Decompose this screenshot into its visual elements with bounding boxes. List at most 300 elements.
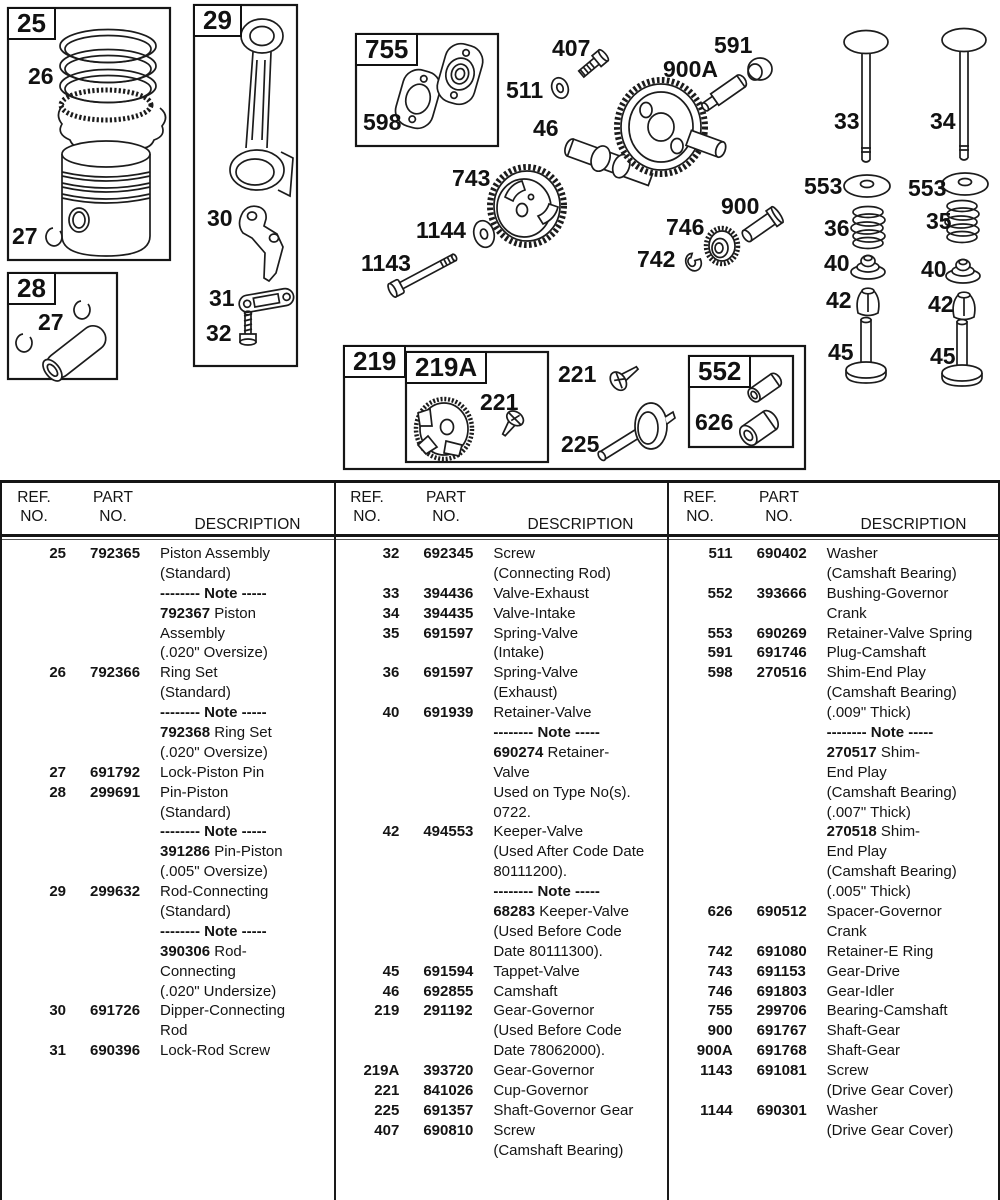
part-row-line	[335, 1141, 668, 1161]
part-row-line	[335, 683, 668, 703]
ref-no: 755	[707, 1002, 733, 1020]
diagram-label-28: 28	[7, 272, 56, 305]
part-row-line	[2, 902, 335, 922]
part-no	[66, 1021, 160, 1041]
part-row-line	[2, 663, 335, 683]
part-no-header: PART NO.	[93, 489, 133, 525]
part-row-line	[669, 942, 1000, 962]
part-row-line	[669, 564, 1000, 584]
diagram-label-746: 746	[666, 214, 705, 240]
description-line: -------- Note -----	[160, 584, 267, 602]
part-no	[399, 842, 493, 862]
description-line: Rod	[160, 1022, 188, 1040]
description-line: 792367 Piston	[160, 604, 256, 622]
part-row-line	[2, 564, 335, 584]
part-row-line	[335, 1061, 668, 1081]
part-no	[733, 703, 827, 723]
part-row-line	[669, 1101, 1000, 1121]
ref-no: 25	[49, 545, 66, 562]
diagram-label-221-outer: 221	[558, 361, 597, 387]
description-line: 270517 Shim-	[826, 743, 921, 761]
diagram-label-225: 225	[561, 431, 600, 457]
part-no: 691726	[90, 1002, 141, 1020]
part-row-line	[335, 1041, 668, 1061]
description-line: (.009" Thick)	[826, 704, 911, 722]
part-no	[399, 1041, 493, 1061]
part-row-line	[335, 1121, 668, 1141]
part-row-line	[2, 803, 335, 823]
part-no	[733, 822, 827, 842]
part-no	[399, 882, 493, 902]
diagram-label-591: 591	[714, 32, 753, 58]
part-no	[399, 902, 493, 922]
part-no	[66, 624, 160, 644]
part-no: 691597	[423, 624, 474, 642]
part-no: 691153	[756, 962, 806, 980]
part-row-line	[2, 822, 335, 842]
part-no	[66, 942, 160, 962]
part-row-line	[2, 703, 335, 723]
part-no	[399, 643, 493, 663]
part-no	[66, 982, 160, 1002]
ref-no: 28	[49, 783, 66, 801]
description-line: Valve-Exhaust	[493, 584, 589, 602]
ref-no: 42	[382, 823, 400, 841]
part-no	[733, 842, 827, 862]
description-line: Spring-Valve	[493, 664, 579, 682]
part-no: 792366	[90, 664, 141, 682]
part-row-line	[2, 643, 335, 663]
description-line: Tappet-Valve	[493, 962, 580, 980]
description-line: Gear-Governor	[493, 1002, 595, 1020]
diagram-label-45-right: 45	[930, 343, 956, 369]
ref-no: 511	[708, 545, 733, 562]
ref-no	[2, 962, 66, 982]
ref-no: 746	[707, 982, 733, 1000]
part-row-line	[335, 643, 668, 663]
description-line: Bearing-Camshaft	[826, 1002, 948, 1020]
parts-column-2	[335, 544, 668, 1161]
part-no	[66, 862, 160, 882]
description-line: Gear-Drive	[826, 962, 901, 980]
description-line: Retainer-Valve	[493, 704, 592, 722]
diagram-label-27-piston: 27	[12, 223, 38, 249]
ref-no: 31	[49, 1042, 66, 1060]
description-line: Retainer-E Ring	[826, 942, 934, 960]
diagram-label-36: 36	[824, 215, 850, 241]
description-line: Date 78062000).	[493, 1042, 606, 1060]
ref-no	[2, 683, 66, 703]
part-row-line	[335, 1021, 668, 1041]
part-row-line	[2, 624, 335, 644]
description-line: (Standard)	[160, 803, 231, 821]
ref-no: 29	[49, 883, 66, 901]
ref-no: 46	[382, 982, 400, 1000]
part-no	[399, 743, 493, 763]
description-line: Connecting	[160, 962, 236, 980]
ref-no	[669, 922, 733, 942]
part-row-line	[335, 962, 668, 982]
part-no: 792365	[90, 545, 141, 562]
ref-no: 598	[707, 664, 733, 682]
part-row-line	[2, 584, 335, 604]
diagram-label-34: 34	[930, 108, 956, 134]
part-row-line	[2, 942, 335, 962]
table-header-col3	[668, 488, 1000, 534]
part-row-line	[669, 604, 1000, 624]
part-no	[66, 723, 160, 743]
diagram-label-553-left: 553	[804, 173, 843, 199]
ref-no: 30	[49, 1002, 66, 1020]
part-no	[733, 683, 827, 703]
part-row-line	[669, 763, 1000, 783]
part-row-line	[2, 783, 335, 803]
description-line: Piston Assembly	[160, 545, 271, 562]
part-row-line	[335, 783, 668, 803]
ref-no	[335, 763, 399, 783]
part-no-header: PART NO.	[759, 489, 799, 525]
description-line: (Camshaft Bearing)	[826, 564, 957, 582]
diagram-label-552: 552	[688, 355, 751, 388]
part-row-line	[335, 942, 668, 962]
description-line: (Used After Code Date	[493, 843, 645, 861]
ref-no	[2, 723, 66, 743]
ref-no	[669, 882, 733, 902]
part-no	[66, 803, 160, 823]
part-no	[733, 882, 827, 902]
description-line: (Used Before Code	[493, 922, 622, 940]
description-line: (Exhaust)	[493, 684, 558, 702]
ref-no	[2, 862, 66, 882]
description-line: -------- Note -----	[160, 823, 267, 841]
part-no	[733, 803, 827, 823]
part-no	[66, 703, 160, 723]
diagram-label-626: 626	[695, 409, 734, 435]
part-row-line	[669, 683, 1000, 703]
part-row-line	[669, 1021, 1000, 1041]
part-row-line	[2, 1001, 335, 1021]
part-no-header: PART NO.	[426, 489, 466, 525]
description-line: Lock-Rod Screw	[160, 1042, 271, 1060]
diagram-label-219A: 219A	[405, 351, 487, 384]
part-no	[66, 822, 160, 842]
ref-no: 40	[382, 704, 400, 722]
description-line: Shaft-Gear	[826, 1022, 901, 1040]
description-line: Shaft-Governor Gear	[493, 1101, 634, 1119]
part-no	[399, 683, 493, 703]
description-line: Pin-Piston	[160, 783, 229, 801]
diagram-label-46: 46	[533, 115, 559, 141]
ref-no	[669, 803, 733, 823]
part-no: 690512	[756, 903, 807, 921]
ref-no	[669, 564, 733, 584]
ref-no	[669, 1121, 733, 1141]
part-no: 270516	[756, 664, 807, 682]
part-row-line	[669, 703, 1000, 723]
description-line: (Camshaft Bearing)	[493, 1141, 624, 1159]
description-line: Rod-Connecting	[160, 883, 269, 901]
description-line: End Play	[826, 843, 887, 861]
description-line: Shaft-Gear	[826, 1042, 901, 1060]
diagram-label-27-pin: 27	[38, 309, 64, 335]
diagram-label-900A: 900A	[663, 56, 718, 82]
description-line: (.020" Undersize)	[160, 982, 277, 1000]
description-line: (Drive Gear Cover)	[826, 1121, 954, 1139]
ref-no	[2, 822, 66, 842]
part-row-line	[2, 1021, 335, 1041]
ref-no	[2, 624, 66, 644]
column-divider-1	[334, 483, 336, 1200]
part-row-line	[669, 1001, 1000, 1021]
ref-no	[2, 902, 66, 922]
part-row-line	[669, 783, 1000, 803]
part-row-line	[2, 882, 335, 902]
diagram-section	[0, 0, 1000, 480]
part-row-line	[335, 902, 668, 922]
part-row-line	[2, 743, 335, 763]
description-line: (Camshaft Bearing)	[826, 684, 957, 702]
description-line: 80111200).	[493, 863, 568, 881]
ref-no	[2, 643, 66, 663]
diagram-label-219: 219	[343, 345, 406, 378]
diagram-label-42-right: 42	[928, 291, 954, 317]
part-row-line	[335, 624, 668, 644]
description-header: DESCRIPTION	[527, 516, 634, 533]
diagram-label-33: 33	[834, 108, 860, 134]
description-line: (Standard)	[160, 684, 231, 702]
ref-no: 626	[707, 903, 733, 921]
diagram-label-30: 30	[207, 205, 233, 231]
part-no	[733, 564, 827, 584]
description-header: DESCRIPTION	[860, 516, 967, 533]
description-line: Keeper-Valve	[493, 823, 584, 841]
part-row-line	[335, 604, 668, 624]
part-no	[66, 962, 160, 982]
part-no	[399, 763, 493, 783]
ref-no	[2, 842, 66, 862]
ref-no: 33	[382, 584, 400, 602]
ref-no	[335, 1021, 399, 1041]
part-row-line	[335, 922, 668, 942]
ref-no: 552	[707, 584, 733, 602]
parts-column-3	[669, 544, 1000, 1161]
table-header-col1	[2, 488, 335, 534]
part-no	[733, 922, 827, 942]
part-row-line	[2, 763, 335, 783]
part-no: 299706	[756, 1002, 807, 1020]
part-no	[733, 1121, 827, 1141]
ref-no	[2, 942, 66, 962]
column-divider-2	[667, 483, 669, 1200]
part-no: 394435	[423, 604, 474, 622]
part-no: 691767	[756, 1022, 807, 1040]
part-row-line	[2, 683, 335, 703]
ref-no: 742	[707, 942, 733, 960]
ref-no: 553	[707, 624, 733, 642]
part-row-line	[335, 544, 668, 564]
part-no	[66, 902, 160, 922]
diagram-label-900: 900	[721, 193, 760, 219]
ref-no: 1144	[700, 1101, 733, 1119]
part-no	[399, 564, 493, 584]
ref-no: 34	[382, 604, 400, 622]
ref-no: 221	[374, 1082, 400, 1100]
part-no: 690269	[756, 624, 807, 642]
part-no: 691357	[423, 1101, 474, 1119]
part-no	[733, 862, 827, 882]
ref-no	[335, 1041, 399, 1061]
part-no: 692855	[423, 982, 474, 1000]
part-no: 691597	[423, 664, 474, 682]
ref-no: 27	[49, 763, 66, 781]
ref-no: 36	[382, 664, 400, 682]
part-row-line	[2, 723, 335, 743]
parts-table	[0, 480, 1000, 1200]
part-no	[733, 743, 827, 763]
ref-no: 407	[374, 1121, 400, 1139]
part-row-line	[335, 862, 668, 882]
ref-no	[335, 902, 399, 922]
description-line: Retainer-Valve Spring	[826, 624, 973, 642]
part-no: 691939	[423, 704, 474, 722]
diagram-label-742: 742	[637, 246, 676, 272]
part-row-line	[669, 663, 1000, 683]
part-row-line	[669, 1041, 1000, 1061]
ref-no: 900	[707, 1022, 733, 1040]
ref-no: 900A	[696, 1042, 733, 1060]
table-header-col2	[335, 488, 668, 534]
description-line: Bushing-Governor	[826, 584, 949, 602]
ref-no	[669, 723, 733, 743]
part-no: 690301	[756, 1101, 807, 1119]
description-line: (Drive Gear Cover)	[826, 1082, 954, 1100]
part-row-line	[335, 842, 668, 862]
ref-no	[335, 564, 399, 584]
description-line: (.005" Oversize)	[160, 863, 268, 881]
part-no: 494553	[423, 823, 474, 841]
description-line: (Used Before Code	[493, 1022, 622, 1040]
part-row-line	[335, 584, 668, 604]
part-no	[733, 604, 827, 624]
description-line: Gear-Idler	[826, 982, 895, 1000]
description-line: Cup-Governor	[493, 1082, 589, 1100]
diagram-label-553-right: 553	[908, 175, 947, 201]
description-line: Dipper-Connecting	[160, 1002, 286, 1020]
description-line: (Camshaft Bearing)	[826, 863, 957, 881]
diagram-label-35: 35	[926, 208, 952, 234]
part-row-line	[669, 902, 1000, 922]
part-row-line	[669, 643, 1000, 663]
ref-no	[669, 783, 733, 803]
part-no	[66, 922, 160, 942]
part-row-line	[2, 604, 335, 624]
part-no	[399, 783, 493, 803]
ref-no	[335, 942, 399, 962]
diagram-label-407: 407	[552, 35, 591, 61]
part-row-line	[669, 862, 1000, 882]
part-no	[733, 763, 827, 783]
ref-no: 591	[707, 644, 733, 662]
part-row-line	[669, 743, 1000, 763]
part-row-line	[669, 882, 1000, 902]
description-line: Crank	[826, 604, 867, 622]
part-no: 394436	[423, 584, 474, 602]
part-no: 299632	[90, 883, 141, 901]
description-line: Shim-End Play	[826, 664, 926, 682]
ref-no	[335, 783, 399, 803]
description-line: (.005" Thick)	[826, 883, 911, 901]
ref-no: 219A	[363, 1062, 400, 1080]
part-no: 841026	[423, 1082, 474, 1100]
part-no	[399, 723, 493, 743]
ref-no	[669, 1081, 733, 1101]
ref-no	[335, 643, 399, 663]
part-no: 690396	[90, 1042, 141, 1060]
part-no	[399, 1141, 493, 1161]
part-row-line	[2, 842, 335, 862]
diagram-label-755: 755	[355, 33, 418, 66]
part-row-line	[335, 743, 668, 763]
part-row-line	[669, 803, 1000, 823]
description-line: Used on Type No(s).	[493, 783, 631, 801]
ref-no	[669, 842, 733, 862]
ref-no	[2, 584, 66, 604]
part-no: 691792	[90, 763, 141, 781]
part-row-line	[335, 1101, 668, 1121]
ref-no	[2, 982, 66, 1002]
part-row-line	[669, 822, 1000, 842]
diagram-label-42-left: 42	[826, 287, 852, 313]
part-row-line	[2, 1041, 335, 1061]
part-row-line	[669, 1061, 1000, 1081]
part-no	[399, 1021, 493, 1041]
ref-no	[2, 743, 66, 763]
part-row-line	[335, 723, 668, 743]
part-no	[66, 743, 160, 763]
part-row-line	[669, 723, 1000, 743]
part-no	[66, 584, 160, 604]
description-line: -------- Note -----	[160, 922, 267, 940]
description-line: Screw	[826, 1062, 869, 1080]
part-row-line	[335, 564, 668, 584]
description-line: (.007" Thick)	[826, 803, 911, 821]
part-no: 690402	[756, 545, 807, 562]
description-line: (.020" Oversize)	[160, 743, 268, 761]
part-row-line	[335, 1001, 668, 1021]
ref-no-header: REF. NO.	[17, 489, 51, 525]
part-row-line	[669, 1121, 1000, 1141]
part-row-line	[2, 544, 335, 564]
description-line: Gear-Governor	[493, 1062, 595, 1080]
diagram-labels	[0, 0, 1000, 480]
description-line: Spacer-Governor	[826, 903, 942, 921]
part-row-line	[669, 982, 1000, 1002]
ref-no	[2, 922, 66, 942]
table-body	[2, 540, 998, 1161]
parts-column-1	[2, 544, 335, 1161]
ref-no	[669, 763, 733, 783]
diagram-label-29: 29	[193, 4, 242, 37]
ref-no	[335, 862, 399, 882]
ref-no	[669, 862, 733, 882]
description-header: DESCRIPTION	[194, 516, 301, 533]
part-no: 691594	[423, 962, 474, 980]
ref-no: 26	[49, 664, 66, 682]
description-line: Screw	[493, 1121, 536, 1139]
part-row-line	[669, 962, 1000, 982]
ref-no: 743	[707, 962, 733, 980]
part-row-line	[335, 663, 668, 683]
